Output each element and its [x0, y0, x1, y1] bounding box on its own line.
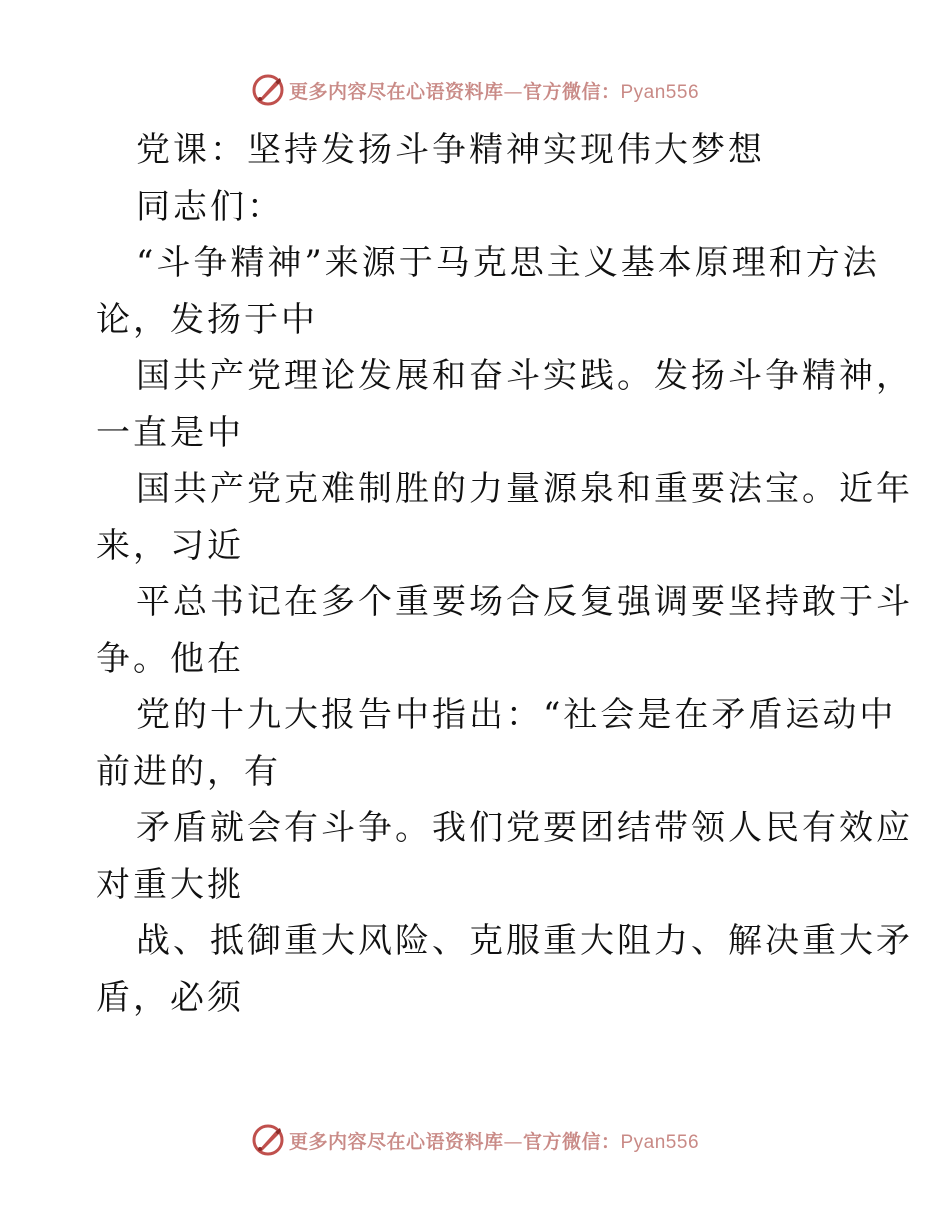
header-watermark [0, 70, 950, 110]
paragraph-line: 一直是中 [96, 412, 244, 453]
paragraph-line: 争。他在 [96, 638, 244, 679]
paragraph-line: 盾，必须 [96, 977, 244, 1018]
paragraph-line: 平总书记在多个重要场合反复强调要坚持敢于斗 [136, 582, 913, 622]
document-title: 党课：坚持发扬斗争精神实现伟大梦想 [136, 130, 765, 170]
pen-logo-icon [251, 1123, 285, 1157]
watermark-contact-id: Pyan556 [620, 1131, 700, 1153]
paragraph-line: 对重大挑 [96, 864, 244, 905]
watermark-text [289, 1127, 699, 1154]
watermark-contact-label: 官方微信： [522, 80, 621, 103]
paragraph-line: 党的十九大报告中指出：“社会是在矛盾运动中 [136, 695, 897, 735]
paragraph-line: 国共产党理论发展和奋斗实践。发扬斗争精神， [136, 356, 913, 396]
paragraph-line: 战、抵御重大风险、克服重大阻力、解决重大矛 [136, 921, 913, 961]
paragraph-line: 矛盾就会有斗争。我们党要团结带领人民有效应 [136, 808, 913, 848]
paragraph-line: 国共产党克难制胜的力量源泉和重要法宝。近年 [136, 469, 913, 509]
paragraph-line: 来，习近 [96, 525, 244, 566]
salutation: 同志们： [136, 186, 284, 227]
paragraph-line: “斗争精神”来源于马克思主义基本原理和方法 [136, 243, 880, 283]
footer-watermark [0, 1120, 950, 1160]
watermark-site-name: 更多内容尽在心语资料库 [288, 1130, 504, 1153]
watermark-site-name: 更多内容尽在心语资料库 [288, 80, 504, 103]
paragraph-line: 前进的，有 [96, 751, 281, 792]
pen-logo-icon [251, 73, 285, 107]
watermark-dash: — [503, 80, 523, 103]
watermark-contact-label: 官方微信： [522, 1130, 621, 1153]
paragraph-line: 论，发扬于中 [96, 299, 318, 340]
watermark-contact-id: Pyan556 [620, 81, 700, 103]
document-body [96, 122, 913, 1026]
watermark-text [289, 77, 699, 104]
watermark-dash: — [503, 1130, 523, 1153]
